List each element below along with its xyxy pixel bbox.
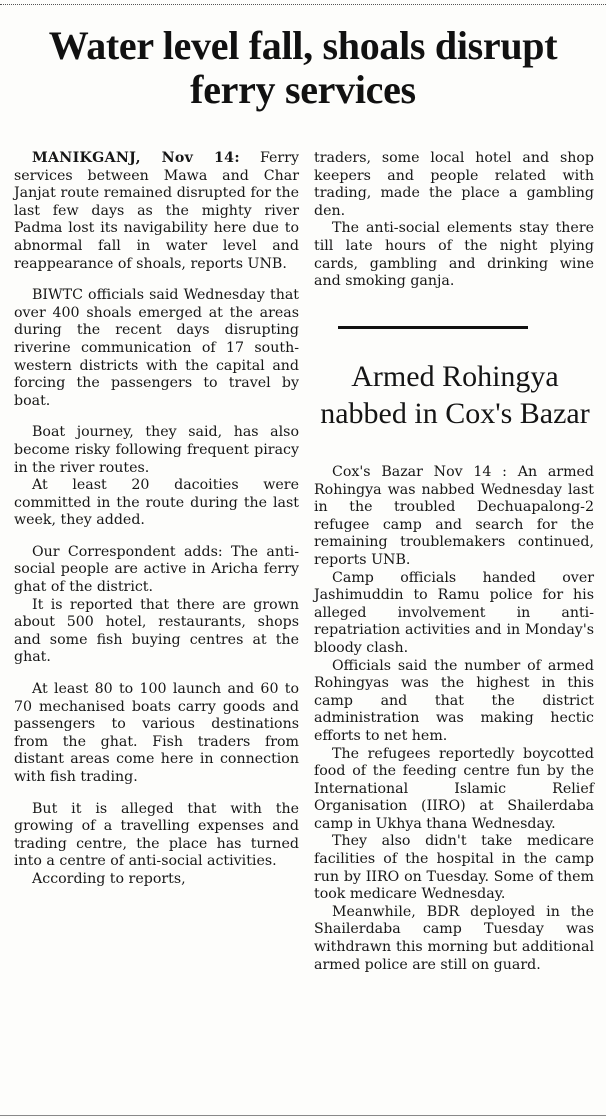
main-headline: Water level fall, shoals disrupt ferry services [48, 23, 558, 112]
main-story-continuation-paragraph: The anti-social elements stay there till late hours of the night plying cards, gambling and drinking wine and smoking ganja. [314, 220, 594, 290]
main-story-lead-paragraph [14, 150, 299, 273]
main-story-paragraph: But it is alleged that with the growing of a travelling expenses and trading centre, the place has turned into a centre of anti-social activities. [14, 800, 299, 870]
main-story-paragraph: It is reported that there are grown about 500 hotel, restaurants, shops and some fish buying centres at the ghat. [14, 596, 299, 666]
main-story-left-column [14, 150, 299, 889]
second-story-lead-text: An armed Rohingya was nabbed Wednesday last in the troubled Dechuapalong-2 refugee camp and search for the remaining troublemakers continued, reports UNB. [314, 464, 594, 568]
top-rule [0, 0, 606, 5]
main-story-paragraph: Our Correspondent adds: The anti-social people are active in Aricha ferry ghat of the district. [14, 543, 299, 596]
main-story-paragraph: At least 20 dacoities were committed in the route during the last week, they added. [14, 477, 299, 529]
second-story-paragraph: Meanwhile, BDR deployed in the Shailerdaba camp Tuesday was withdrawn this morning but additional armed police are still on guard. [314, 903, 594, 973]
second-story-paragraph: They also didn't take medicare facilities of the hospital in the camp run by IIRO on Tuesday. Some of them took medicare Wednesday. [314, 833, 594, 903]
second-story-paragraph: Officials said the number of armed Rohingyas was the highest in this camp and that the district administration was making hectic efforts to net hem. [314, 657, 594, 744]
main-story-continuation-paragraph: traders, some local hotel and shop keepers and people related with trading, made the place a gambling den. [314, 150, 594, 219]
main-story-continuation-column [314, 150, 594, 291]
second-story-lead-paragraph [314, 464, 594, 570]
main-story-paragraph: At least 80 to 100 launch and 60 to 70 mechanised boats carry goods and passengers to various destinations from the ghat. Fish traders from distant areas come here in connection with fish trading. [14, 681, 299, 785]
main-story-paragraph: Boat journey, they said, has also become risky following frequent piracy in the river routes. [14, 424, 299, 476]
second-story-paragraph: Camp officials handed over Jashimuddin to Ramu police for his alleged involvement in anti-repatriation activities and in Monday's bloody clash. [314, 569, 594, 656]
bottom-rule [0, 1115, 606, 1119]
second-story-headline: Armed Rohingya nabbed in Cox's Bazar [320, 360, 590, 430]
main-story-dateline: MANIKGANJ, Nov 14: [32, 150, 240, 166]
second-story-dateline: Cox's Bazar Nov 14 : [332, 464, 507, 480]
story-divider-rule [338, 326, 528, 329]
main-story-paragraph: BIWTC officials said Wednesday that over 400 shoals emerged at the areas during the recent days disrupting riverine communication of 17 south-western districts with the capital and forcing the passengers to travel by boat. [14, 287, 299, 409]
main-story-paragraph: According to reports, [32, 870, 186, 887]
second-story-column [314, 464, 594, 974]
second-story-paragraph: The refugees reportedly boycotted food of the feeding centre fun by the International Islamic Relief Organisation (IIRO) at Shailerdaba camp in Ukhya thana Wednesday. [314, 745, 594, 832]
main-story-lead-text: Ferry services between Mawa and Char Janjat route remained disrupted for the last few days as the mighty river Padma lost its navigability here due to abnormal fall in water level and reappearance of shoals, reports UNB. [14, 150, 299, 272]
